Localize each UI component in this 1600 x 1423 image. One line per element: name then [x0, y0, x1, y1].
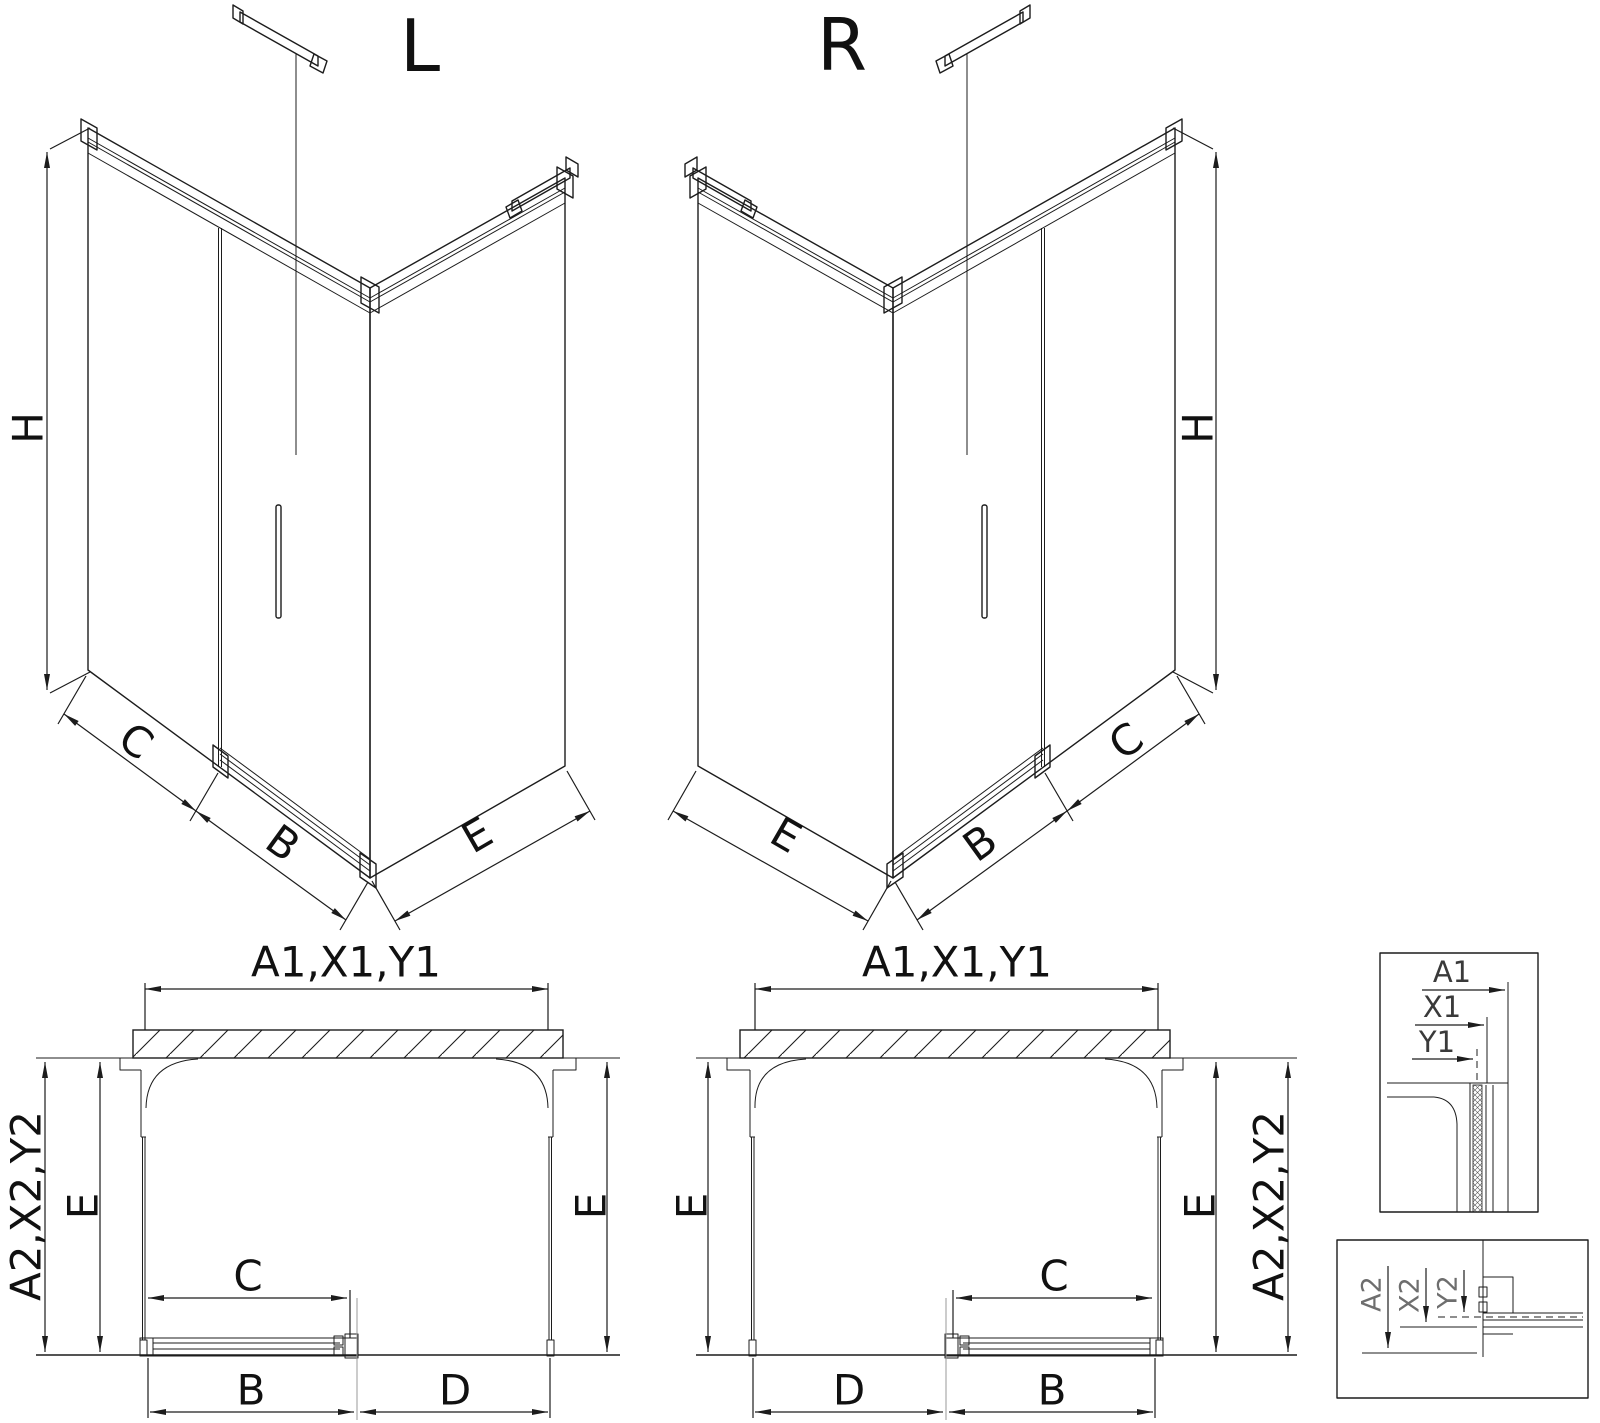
plan-view-right [668, 938, 1298, 1421]
iso-view-left [4, 4, 596, 930]
top-rail-side [698, 188, 893, 313]
wall-profile-left [750, 1059, 806, 1340]
dim-ext-height [1173, 128, 1213, 693]
wall-section-hatched [740, 1030, 1170, 1058]
profile-notch-right [1162, 1058, 1183, 1070]
bottom-track-endcap-left [213, 745, 228, 778]
dim-ext-door [895, 882, 923, 930]
plan-view-left [2, 938, 621, 1421]
dim-label-fixed: D [438, 1365, 472, 1415]
dim-label-door: B [236, 1365, 266, 1415]
detail-label-y1: Y1 [1418, 1025, 1456, 1059]
dim-label-door-travel: C [1039, 1251, 1069, 1301]
dim-line-side [673, 811, 868, 921]
view-title-right: R [816, 3, 868, 87]
dim-label-height: H [1173, 412, 1223, 444]
support-arm-top [233, 5, 327, 73]
wall-profile-right [496, 1059, 553, 1340]
track-profile-section [1479, 1277, 1583, 1334]
profile-notch-left [120, 1058, 141, 1070]
door-handle [276, 505, 281, 618]
dim-label-fixed: C [109, 712, 163, 770]
dim-label-side: E [453, 807, 501, 863]
dim-label-fixed: D [832, 1365, 866, 1415]
support-arm-side [506, 157, 578, 218]
dim-label-width-total: A1,X1,Y1 [250, 937, 442, 987]
support-arm-side [685, 157, 757, 218]
dim-label-side-left: E [667, 1192, 717, 1220]
dim-label-side: E [762, 807, 810, 863]
bottom-track-endcap-right [1035, 745, 1050, 778]
dim-line-door [917, 811, 1067, 920]
glass-clamp-right [547, 1340, 554, 1356]
detail-label-x2: X2 [1394, 1277, 1426, 1313]
top-rail-front [893, 138, 1175, 313]
dim-label-fixed: C [1099, 712, 1153, 770]
top-rail-side [370, 188, 565, 313]
dim-label-side-left: E [58, 1192, 108, 1220]
detail-box-width [1380, 953, 1538, 1212]
detail-box-depth [1337, 1240, 1588, 1398]
view-title-left: L [399, 4, 441, 88]
detail-label-a2: A2 [1356, 1276, 1388, 1312]
detail-label-y2: Y2 [1432, 1275, 1464, 1309]
iso-view-right [668, 3, 1223, 930]
dim-label-door: B [256, 814, 310, 872]
door-handle [982, 505, 987, 618]
glass-side-panel [370, 178, 565, 878]
dim-label-side-right: E [1175, 1192, 1225, 1220]
dim-ext-width-total [145, 983, 548, 1030]
dim-ext-door [340, 882, 368, 930]
door-edge-lines [219, 228, 222, 767]
detail-label-x1: X1 [1422, 990, 1462, 1024]
bottom-track-lines [220, 748, 370, 871]
detail-border [1337, 1240, 1588, 1398]
detail-label-a1: A1 [1432, 955, 1472, 989]
door-edge-lines [1042, 228, 1045, 767]
top-rail-front [88, 138, 370, 313]
dim-label-width-total: A1,X1,Y1 [861, 937, 1053, 987]
glass-clamp-left [749, 1340, 756, 1356]
dim-line-side [395, 811, 590, 921]
profile-notch-left [727, 1058, 750, 1070]
wall-profile-section [1387, 1083, 1508, 1212]
dim-label-depth-total: A2,X2,Y2 [1244, 1110, 1294, 1302]
dim-label-depth-total: A2,X2,Y2 [1, 1110, 51, 1302]
dim-label-door: B [1037, 1365, 1067, 1415]
glass-side-panel [698, 178, 893, 878]
wall-section-hatched [133, 1030, 563, 1058]
dim-label-door: B [953, 814, 1007, 872]
glass-clamp-right [1156, 1340, 1163, 1356]
dim-label-door-travel: C [233, 1251, 263, 1301]
dim-line-door [196, 811, 346, 920]
dim-label-side-right: E [566, 1192, 616, 1220]
dim-ext-width-total [755, 983, 1158, 1030]
glass-clamp-left [140, 1340, 147, 1356]
profile-notch-right [553, 1058, 576, 1070]
dim-ext-height [50, 128, 90, 693]
glass-section-hatched [1473, 1085, 1482, 1212]
support-arm-top [936, 5, 1030, 73]
dim-label-height: H [3, 412, 53, 444]
